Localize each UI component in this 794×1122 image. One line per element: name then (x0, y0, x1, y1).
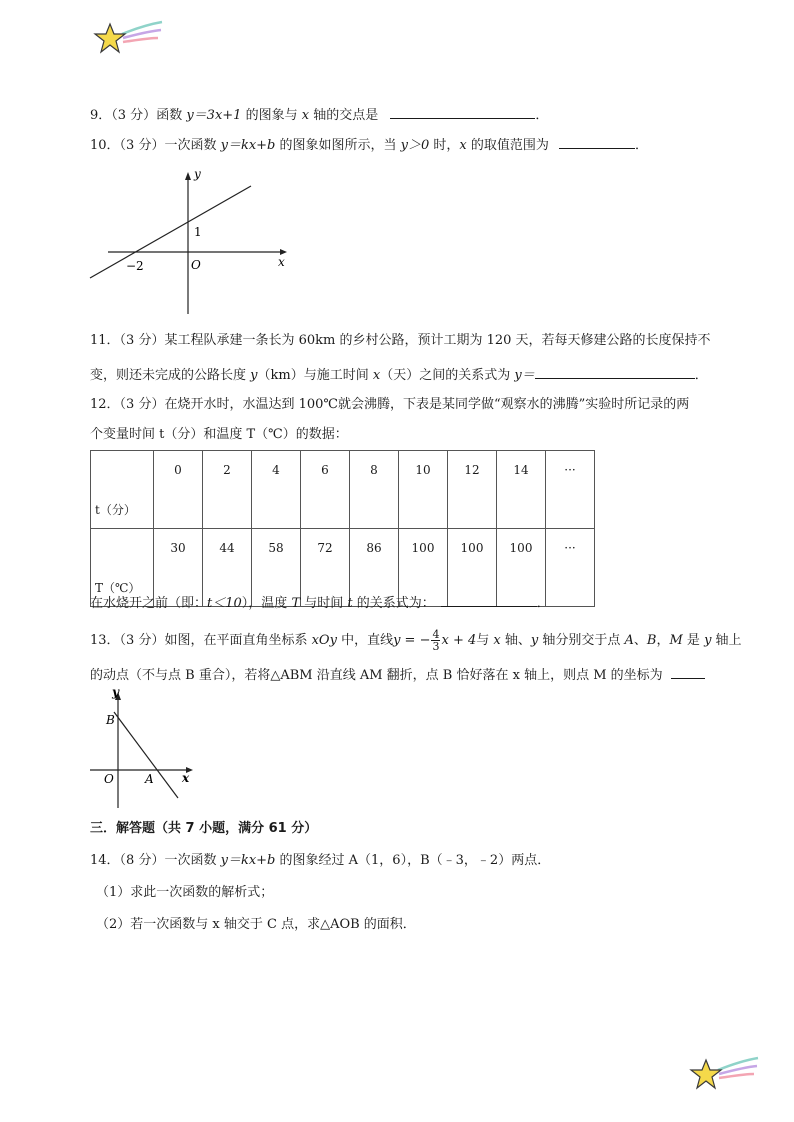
question-text: 的图象如图所示，当 (275, 138, 401, 153)
question-9 (90, 104, 548, 125)
question-text: 的图象与 (241, 108, 302, 123)
variable: y (530, 633, 539, 648)
fraction (431, 629, 440, 652)
table-cell: 58 (252, 529, 301, 607)
condition: t＜10 (207, 596, 242, 611)
variable: x (459, 138, 467, 153)
table-cell: 6 (301, 451, 350, 529)
condition: y＞0 (400, 138, 430, 153)
equation: y＝kx+b (220, 138, 276, 153)
question-12 (90, 396, 689, 414)
table-cell: 100 (448, 529, 497, 607)
table-cell: 86 (350, 529, 399, 607)
question-12-follow-up (90, 592, 550, 613)
table-row (91, 451, 595, 529)
question-text: ），温度 (241, 596, 292, 611)
question-score: （3 分） (119, 138, 165, 153)
punctuation: ， (656, 633, 670, 648)
variable: x (372, 368, 381, 383)
question-text: 之间的关系式为 (419, 368, 515, 383)
table-cell: 100 (399, 529, 448, 607)
table-cell: 0 (154, 451, 203, 529)
question-14 (90, 852, 550, 870)
question-number: 11． (90, 333, 120, 348)
question-text: 中，直线 (336, 633, 394, 648)
question-text: 一次函数 (164, 138, 221, 153)
section-title (90, 820, 317, 838)
table-cell: 12 (448, 451, 497, 529)
table-header-t: t（分） (91, 451, 154, 529)
question-text: 的动点（不与点 B 重合），若将△ABM 沿直线 AM 翻折，点 B 恰好落在 x 轴上，则点 M 的坐标为 (90, 668, 663, 683)
y-axis-label: y (194, 167, 201, 181)
q13-graph (88, 686, 208, 810)
table-cell: 14 (497, 451, 546, 529)
question-13 (90, 628, 742, 654)
point-label: M (669, 633, 683, 648)
data-table (90, 450, 595, 607)
question-14-part-1 (96, 884, 273, 902)
table-header-T: T（℃） (91, 529, 154, 607)
variable: T (291, 596, 301, 611)
fraction-denominator: 3 (432, 640, 440, 653)
punctuation: ． (635, 138, 649, 153)
question-text: 在烧开水时，水温达到 100℃就会沸腾，下表是某同学做“观察水的沸腾”实验时所记录的两 (164, 397, 690, 412)
punctuation: ． (535, 108, 549, 123)
table-cell: 44 (203, 529, 252, 607)
question-score: （3 分） (119, 397, 165, 412)
question-text: 的关系式为： (352, 596, 435, 611)
question-text: 在水烧开之前（即： (90, 596, 208, 611)
question-score: （3 分） (119, 333, 165, 348)
variable: x (301, 108, 310, 123)
equation: y＝ (514, 368, 535, 383)
x-axis-label: x (278, 255, 285, 269)
table-cell: 100 (497, 529, 546, 607)
question-text: 轴的交点是 (309, 108, 383, 123)
answer-blank[interactable] (671, 664, 705, 679)
question-text: 的图象经过 (275, 853, 349, 868)
equation: x + 4 (441, 633, 477, 648)
q10-graph (88, 166, 298, 316)
table-cell: 72 (301, 529, 350, 607)
unit: （km） (257, 368, 304, 383)
answer-blank[interactable] (535, 364, 695, 379)
punctuation: ． (694, 368, 708, 383)
point-A: A（1，6） (348, 853, 408, 868)
variable: y (250, 368, 258, 383)
star-decoration-top (92, 16, 164, 58)
x-intercept-label: −2 (126, 259, 144, 273)
question-14-part-2 (96, 916, 416, 934)
question-text: 轴分别交于点 (538, 633, 625, 648)
question-text: 某工程队承建一条长为 60km 的乡村公路，预计工期为 120 天，若每天修建公路的长度保持不 (164, 333, 711, 348)
y-intercept-label: 1 (194, 225, 202, 239)
fraction-numerator: 4 (432, 628, 440, 641)
table-cell: 8 (350, 451, 399, 529)
variable: y (704, 633, 712, 648)
question-11-line-2 (90, 364, 708, 385)
question-text: 如图，在平面直角坐标系 (164, 633, 312, 648)
y-axis-label: y (112, 686, 119, 699)
answer-blank[interactable] (441, 592, 537, 607)
question-score: （8 分） (119, 853, 165, 868)
equation: y = − (393, 633, 431, 648)
question-score: （3 分） (119, 633, 165, 648)
question-11 (90, 332, 711, 350)
variable: t (347, 596, 353, 611)
question-number: 14． (90, 853, 120, 868)
question-number: 9． (90, 108, 112, 123)
point-label: A (624, 633, 634, 648)
star-decoration-bottom (688, 1052, 760, 1094)
table-cell: ··· (546, 529, 595, 607)
variable: x (493, 633, 501, 648)
table-cell: 4 (252, 451, 301, 529)
question-score: （3 分） (111, 108, 157, 123)
sub-question: （2）若一次函数与 x 轴交于 C 点，求△AOB 的面积． (96, 917, 416, 932)
table-cell: 2 (203, 451, 252, 529)
question-text: 一次函数 (164, 853, 221, 868)
punctuation: ， (407, 853, 421, 868)
shooting-star-icon (688, 1052, 760, 1094)
question-number: 10． (90, 138, 120, 153)
origin-label: O (104, 772, 114, 786)
point-A-label: A (145, 772, 154, 786)
question-text: 两点． (511, 853, 551, 868)
question-13-line-2 (90, 664, 705, 685)
question-text: 变，则还未完成的公路长度 (90, 368, 251, 383)
variable: xOy (311, 633, 337, 648)
sub-question: （1）求此一次函数的解析式； (96, 885, 274, 900)
equation: y＝3x+1 (186, 108, 242, 123)
question-text: 函数 (156, 108, 187, 123)
question-text: 的取值范围为 (466, 138, 554, 153)
question-text: 与时间 (300, 596, 348, 611)
question-text: 个变量时间 t（分）和温度 T（℃）的数据： (90, 427, 348, 442)
answer-blank[interactable] (559, 134, 635, 149)
punctuation: ． (536, 596, 550, 611)
origin-label: O (191, 258, 201, 272)
question-text: 轴上 (711, 633, 742, 648)
point-B: B（﹣3，﹣2） (420, 853, 512, 868)
function-line (90, 186, 251, 278)
question-number: 12． (90, 397, 120, 412)
shooting-star-icon (92, 16, 164, 58)
equation: y＝kx+b (220, 853, 276, 868)
question-text: 是 (682, 633, 705, 648)
x-axis-label: x (182, 771, 190, 785)
question-number: 13． (90, 633, 120, 648)
answer-blank[interactable] (390, 104, 535, 119)
punctuation: 、 (633, 633, 647, 648)
question-text: 与施工时间 (303, 368, 373, 383)
question-text: 轴、 (500, 633, 531, 648)
point-B-label: B (106, 713, 115, 727)
table-cell: ··· (546, 451, 595, 529)
point-label: B (646, 633, 657, 648)
table-cell: 30 (154, 529, 203, 607)
section-heading: 三．解答题（共 7 小题，满分 61 分） (90, 821, 318, 836)
question-12-line-2 (90, 426, 348, 444)
y-axis-arrow-icon (185, 172, 191, 180)
question-text: 与 (476, 633, 494, 648)
question-10 (90, 134, 648, 155)
table-cell: 10 (399, 451, 448, 529)
unit: （天） (380, 368, 420, 383)
question-text: 时， (429, 138, 460, 153)
